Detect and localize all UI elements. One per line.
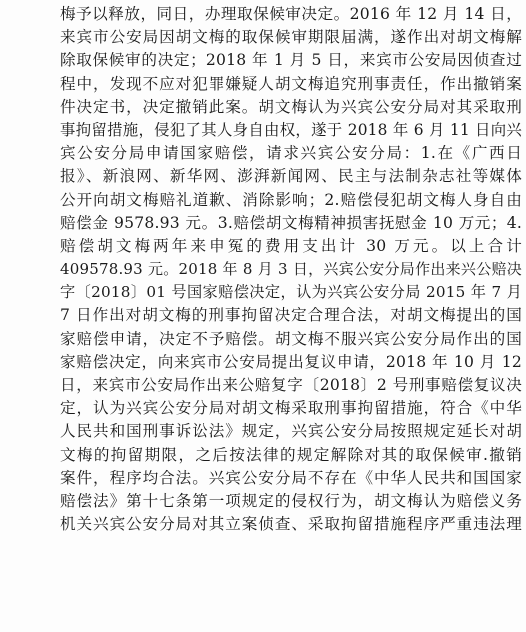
text-line-22: 赔偿法》第十七条第一项规定的侵权行为，胡文梅认为赔偿义务 bbox=[60, 491, 522, 510]
text-line-4: 程中，发现不应对犯罪嫌疑人胡文梅追究刑事责任，作出撤销案 bbox=[60, 74, 522, 93]
text-line-21: 案件，程序均合法。兴宾公安分局不存在《中华人民共和国国家 bbox=[60, 468, 522, 487]
text-line-8: 报》、新浪网、新华网、澎湃新闻网、民主与法制杂志社等媒体 bbox=[60, 167, 522, 186]
text-line-12: 409578.93 元。2018 年 8 月 3 日，兴宾公安分局作出来兴公赔决 bbox=[60, 260, 522, 279]
text-line-3: 除取保候审的决定；2018 年 1 月 5 日，来宾市公安局因侦查过 bbox=[60, 51, 522, 70]
text-line-19: 人民共和国刑事诉讼法》规定，兴宾公安分局按照规定延长对胡 bbox=[60, 422, 522, 441]
text-line-16: 家赔偿决定，向来宾市公安局提出复议申请，2018 年 10 月 12 bbox=[60, 352, 522, 371]
text-line-10: 赔偿金 9578.93 元。3.赔偿胡文梅精神损害抚慰金 10 万元；4. bbox=[60, 213, 522, 232]
document-body-text bbox=[60, 3, 522, 536]
text-line-1: 梅予以释放，同日，办理取保候审决定。2016 年 12 月 14 日， bbox=[60, 5, 522, 23]
text-line-13: 字〔2018〕01 号国家赔偿决定，认为兴宾公安分局 2015 年 7 月 bbox=[60, 283, 522, 302]
text-line-17: 日，来宾市公安局作出来公赔复字〔2018〕2 号刑事赔偿复议决 bbox=[60, 376, 522, 394]
text-line-14: 7 日作出对胡文梅的刑事拘留决定合理合法，对胡文梅提出的国 bbox=[60, 306, 522, 325]
text-line-5: 件决定书，决定撤销此案。胡文梅认为兴宾公安分局对其采取刑 bbox=[60, 97, 522, 116]
text-line-2: 来宾市公安局因胡文梅的取保候审期限届满，遂作出对胡文梅解 bbox=[60, 28, 522, 47]
text-line-7: 宾公安分局申请国家赔偿，请求兴宾公安分局：1.在《广西日 bbox=[60, 144, 522, 163]
text-line-9: 公开向胡文梅赔礼道歉、消除影响；2.赔偿侵犯胡文梅人身自由 bbox=[60, 190, 522, 209]
text-line-20: 文梅的拘留期限，之后按法律的规定解除对其的取保候审.撤销 bbox=[60, 445, 522, 464]
text-line-15: 家赔偿申请，决定不予赔偿。胡文梅不服兴宾公安分局作出的国 bbox=[60, 329, 522, 348]
text-line-11: 赔偿胡文梅两年来申冤的费用支出计 30 万元。以上合计 bbox=[60, 236, 522, 255]
text-line-18: 定，认为兴宾公安分局对胡文梅采取刑事拘留措施，符合《中华 bbox=[60, 399, 522, 418]
text-line-6: 事拘留措施，侵犯了其人身自由权，遂于 2018 年 6 月 11 日向兴 bbox=[60, 120, 522, 139]
text-line-23: 机关兴宾公安分局对其立案侦查、采取拘留措施程序严重违法理 bbox=[60, 515, 522, 534]
